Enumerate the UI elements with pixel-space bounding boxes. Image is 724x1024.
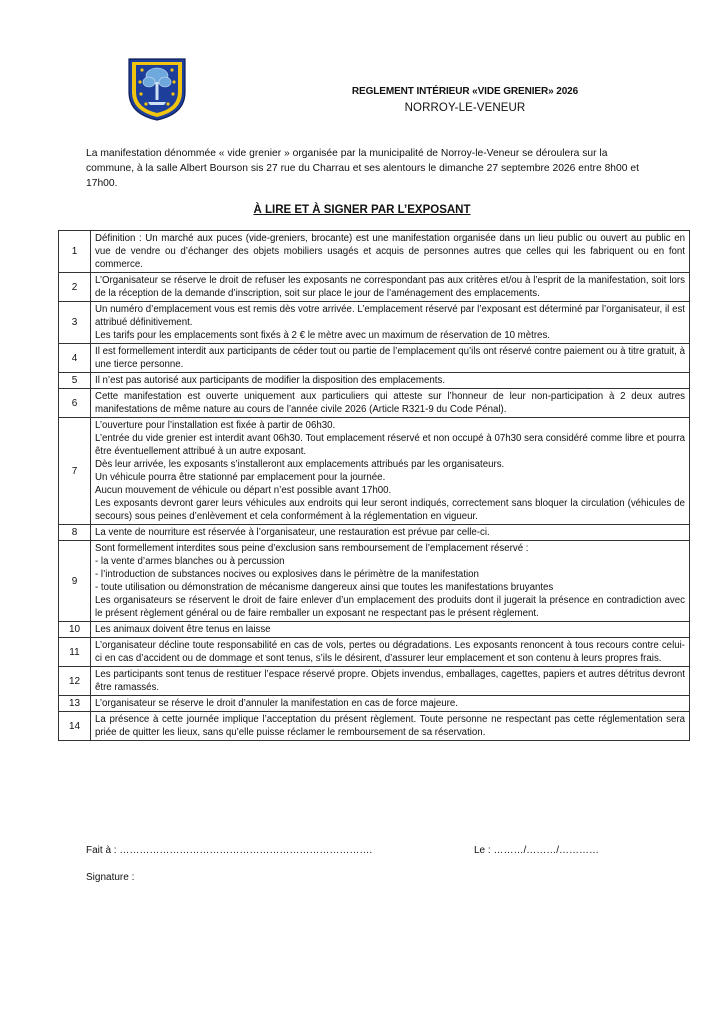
rule-line: L’ouverture pour l’installation est fixée à partir de 06h30.: [95, 420, 336, 431]
rule-number: 12: [59, 667, 91, 696]
fait-a-field: Fait à : ………………………………………………………………….: [86, 845, 373, 856]
rule-line: La vente de nourriture est réservée à l’organisateur, une restauration est prévue par celle-ci.: [95, 527, 490, 538]
rule-number: 9: [59, 541, 91, 622]
rule-text: [91, 696, 690, 712]
rule-number: 1: [59, 231, 91, 273]
rule-line: Il est formellement interdit aux participants de céder tout ou partie de l’emplacement qu’ils ont réservé contre paiement ou à titre gratuit, à une tierce personne.: [95, 346, 685, 370]
rule-number: 13: [59, 696, 91, 712]
rule-line: - toute utilisation ou démonstration de mécanisme dangereux ainsi que toutes les manifestations bruyantes: [95, 582, 554, 593]
rule-text: [91, 622, 690, 638]
rule-line: Cette manifestation est ouverte uniquement aux particuliers qui atteste sur l’honneur de leur non-participation à 2 deux autres manifestations de même nature au cours de l’année civile 2026 (Article R321-9 du Code Pénal).: [95, 391, 685, 415]
table-row: [59, 696, 690, 712]
rule-line: Un numéro d’emplacement vous est remis dès votre arrivée. L’emplacement réservé par l’exposant est déterminé par l’organisateur, il est attribué définitivement.: [95, 304, 685, 328]
rule-number: 5: [59, 373, 91, 389]
rule-line: Définition : Un marché aux puces (vide-greniers, brocante) est une manifestation organisée dans un lieu public ou ouvert au public en vue de vendre ou d’échanger des objets mobiliers usagés et acquis de personnes autres que celles qui les fabriquent ou en font commerce.: [95, 233, 685, 270]
rule-number: 10: [59, 622, 91, 638]
rule-text: [91, 667, 690, 696]
section-heading: À LIRE ET À SIGNER PAR L’EXPOSANT: [253, 204, 471, 216]
rule-line: Les participants sont tenus de restituer l’espace réservé propre. Objets invendus, emballages, cagettes, papiers et autres détritus devront être ramassés.: [95, 669, 685, 693]
table-row: [59, 638, 690, 667]
rule-number: 4: [59, 344, 91, 373]
rule-line: Aucun mouvement de véhicule ou départ n’est possible avant 17h00.: [95, 485, 392, 496]
rule-line: Dès leur arrivée, les exposants s’installeront aux emplacements attribués par les organisateurs.: [95, 459, 505, 470]
coat-of-arms-logo: [126, 56, 188, 122]
document-title: REGLEMENT INTÉRIEUR «VIDE GRENIER» 2026: [351, 86, 579, 97]
table-row: [59, 389, 690, 418]
rule-line: Les tarifs pour les emplacements sont fixés à 2 € le mètre avec un maximum de réservation de 10 mètres.: [95, 330, 550, 341]
rule-number: 2: [59, 273, 91, 302]
rules-table: [58, 230, 690, 741]
table-row: [59, 373, 690, 389]
rule-text: [91, 712, 690, 741]
table-row: [59, 667, 690, 696]
document-header: [300, 86, 630, 114]
rule-line: Les animaux doivent être tenus en laisse: [95, 624, 271, 635]
table-row: [59, 525, 690, 541]
rule-line: Les exposants devront garer leurs véhicules aux endroits qui leur seront indiqués, correctement sans bloquer la circulation (véhicules de secours) sous peines d’enlèvement et cela conformément à la réglementation en vigueur.: [95, 498, 685, 522]
rule-line: Les organisateurs se réservent le droit de faire enlever d’un emplacement des produits dont il jugerait la présence en contradiction avec le présent règlement général ou de faire remballer un exposant ne respectant pas le présent règlement.: [95, 595, 685, 619]
rule-line: L’entrée du vide grenier est interdit avant 06h30. Tout emplacement réservé et non occupé à 07h30 sera considéré comme libre et pourra être éventuellement attribué à un autre exposant.: [95, 433, 685, 457]
rule-line: L’organisateur décline toute responsabilité en cas de vols, pertes ou dégradations. Les exposants renoncent à tous recours contre celui-ci en cas d’accident ou de dommage et sont tenus, s’ils le désirent, d’assurer leur emplacement et son contenu à leurs propres frais.: [95, 640, 685, 664]
table-row: [59, 273, 690, 302]
rule-number: 11: [59, 638, 91, 667]
table-row: [59, 231, 690, 273]
rule-line: Sont formellement interdites sous peine d’exclusion sans remboursement de l’emplacement réservé :: [95, 543, 529, 554]
rule-text: [91, 231, 690, 273]
rule-text: [91, 541, 690, 622]
rule-line: L’organisateur se réserve le droit d’annuler la manifestation en cas de force majeure.: [95, 698, 458, 709]
rule-number: 6: [59, 389, 91, 418]
rule-line: L’Organisateur se réserve le droit de refuser les exposants ne correspondant pas aux critères et/ou à l’esprit de la manifestation, soit lors de la réception de la demande d’inscription, soit sur place le jour de l’aménagement des emplacements.: [95, 275, 685, 299]
table-row: [59, 344, 690, 373]
table-row: [59, 302, 690, 344]
rule-text: [91, 373, 690, 389]
rule-text: [91, 525, 690, 541]
signature-label: Signature :: [86, 872, 135, 883]
rule-text: [91, 273, 690, 302]
rule-line: - l’introduction de substances nocives ou explosives dans le périmètre de la manifestation: [95, 569, 479, 580]
rule-number: 7: [59, 418, 91, 525]
table-row: [59, 418, 690, 525]
town-name: NORROY-LE-VENEUR: [404, 102, 526, 114]
table-row: [59, 541, 690, 622]
rule-text: [91, 344, 690, 373]
rule-number: 8: [59, 525, 91, 541]
rule-text: [91, 418, 690, 525]
rule-line: - la vente d’armes blanches ou à percussion: [95, 556, 285, 567]
intro-paragraph: La manifestation dénommée « vide grenier » organisée par la municipalité de Norroy-le-Veneur se déroulera sur la commune, à la salle Albert Bourson sis 27 rue du Charrau et ses alentours le dimanche 27 septembre 2026 entre 8h00 et 17h00.: [86, 148, 639, 189]
rule-number: 3: [59, 302, 91, 344]
table-row: [59, 712, 690, 741]
table-row: [59, 622, 690, 638]
date-field: Le : ………/………/…………: [474, 845, 600, 856]
rule-line: Un véhicule pourra être stationné par emplacement pour la journée.: [95, 472, 386, 483]
rule-line: La présence à cette journée implique l’acceptation du présent règlement. Toute personne ne respectant pas cette réglementation sera priée de quitter les lieux, sans qu’elle puisse réclamer le remboursement de sa réservation.: [95, 714, 685, 738]
rule-text: [91, 389, 690, 418]
rule-number: 14: [59, 712, 91, 741]
rule-text: [91, 302, 690, 344]
rule-line: Il n’est pas autorisé aux participants de modifier la disposition des emplacements.: [95, 375, 446, 386]
rule-text: [91, 638, 690, 667]
